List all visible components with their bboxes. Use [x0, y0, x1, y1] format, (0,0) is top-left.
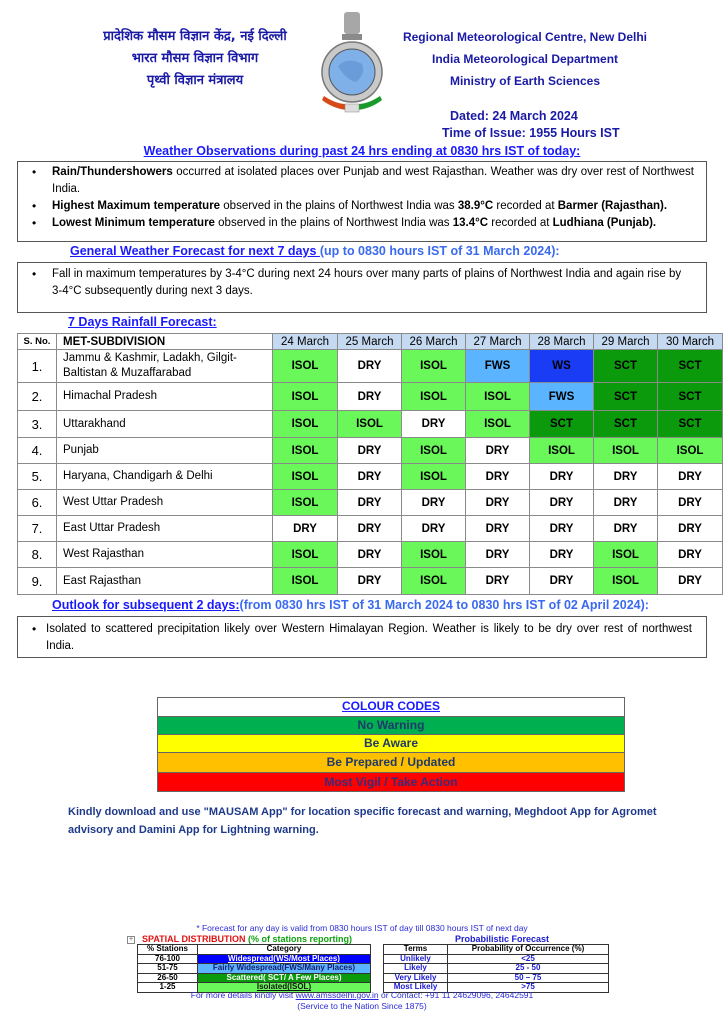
- forecast-cell: ISOL: [273, 383, 338, 411]
- header-date: 27 March: [466, 334, 530, 350]
- forecast-cell: DRY: [466, 490, 530, 516]
- forecast-cell: ISOL: [338, 411, 402, 438]
- header-date: 28 March: [530, 334, 594, 350]
- forecast-cell: ISOL: [402, 438, 466, 464]
- forecast-cell: DRY: [530, 542, 594, 568]
- forecast-cell: ISOL: [402, 464, 466, 490]
- forecast-cell: DRY: [273, 516, 338, 542]
- forecast-cell: DRY: [338, 383, 402, 411]
- outlook-item: • Isolated to scattered precipitation likely over Western Himalayan Region. Weather is likely to be dry over rest of northwest India.: [18, 621, 692, 655]
- forecast-cell: ISOL: [273, 350, 338, 383]
- hindi-title-line-2: भारत मौसम विज्ञान विभाग: [131, 51, 259, 66]
- forecast-cell: DRY: [466, 464, 530, 490]
- tagline: (Service to the Nation Since 1875): [297, 1001, 427, 1011]
- table-row: [18, 350, 723, 383]
- forecast-cell: DRY: [466, 516, 530, 542]
- general-forecast-title: General Weather Forecast for next 7 days (up to 0830 hours IST of 31 March 2024):: [70, 244, 560, 258]
- forecast-cell: DRY: [402, 490, 466, 516]
- table-row: [18, 438, 723, 464]
- row-subdivision: West Uttar Pradesh: [57, 490, 273, 516]
- forecast-cell: ISOL: [466, 411, 530, 438]
- row-subdivision: Uttarakhand: [57, 411, 273, 438]
- table-row: [18, 516, 723, 542]
- row-sno: 3.: [18, 411, 57, 438]
- forecast-cell: DRY: [530, 464, 594, 490]
- header-date: 26 March: [402, 334, 466, 350]
- forecast-cell: ISOL: [466, 383, 530, 411]
- header-date: 30 March: [658, 334, 723, 350]
- colour-code-be-prepared: Be Prepared / Updated: [158, 752, 624, 772]
- forecast-cell: DRY: [466, 542, 530, 568]
- table-row: [18, 464, 723, 490]
- forecast-cell: ISOL: [273, 542, 338, 568]
- table-row: [18, 411, 723, 438]
- forecast-cell: ISOL: [402, 383, 466, 411]
- forecast-cell: SCT: [594, 411, 658, 438]
- english-title-line-2: India Meteorological Department: [431, 52, 619, 66]
- forecast-cell: SCT: [530, 411, 594, 438]
- observation-item-min-temp: • Lowest Minimum temperature observed in the plains of Northwest India was 13.4°C recorded at Ludhiana (Punjab).: [18, 215, 694, 232]
- forecast-cell: DRY: [658, 464, 723, 490]
- english-title-line-1: Regional Meteorological Centre, New Delhi: [402, 30, 648, 44]
- row-sno: 9.: [18, 568, 57, 595]
- forecast-cell: WS: [530, 350, 594, 383]
- table-header-row: [18, 334, 723, 350]
- colour-code-be-aware: Be Aware: [158, 734, 624, 752]
- general-forecast-box: [17, 262, 707, 313]
- observation-item-max-temp: • Highest Maximum temperature observed in the plains of Northwest India was 38.9°C recorded at Barmer (Rajasthan).: [18, 198, 694, 215]
- observation-item-rain: • Rain/Thundershowers occurred at isolated places over Punjab and west Rajasthan. Weather was dry over rest of Northwest India.: [18, 164, 694, 198]
- forecast-cell: ISOL: [273, 411, 338, 438]
- forecast-cell: DRY: [402, 411, 466, 438]
- forecast-cell: FWS: [530, 383, 594, 411]
- row-sno: 5.: [18, 464, 57, 490]
- colour-codes-legend: [157, 697, 625, 792]
- forecast-cell: ISOL: [594, 438, 658, 464]
- validity-note: * Forecast for any day is valid from 0830 hours IST of day till 0830 hours IST of next day: [196, 923, 528, 933]
- row-subdivision: West Rajasthan: [57, 542, 273, 568]
- hindi-title-line-1: प्रादेशिक मौसम विज्ञान केंद्र, नई दिल्ली: [103, 29, 287, 44]
- spatial-distribution-table: % Stations Category 76-100 Widespread(WS/Most Places) 51-75 Fairly Widespread(FWS/Many Places) 26-50 Scattered( SCT/ A Few Places) 1-25 Isolated(ISOL): [137, 944, 371, 993]
- forecast-cell: FWS: [466, 350, 530, 383]
- forecast-cell: DRY: [530, 568, 594, 595]
- forecast-cell: ISOL: [273, 438, 338, 464]
- colour-code-most-vigil: Most Vigil / Take Action: [158, 772, 624, 791]
- forecast-cell: DRY: [338, 438, 402, 464]
- header-date: 29 March: [594, 334, 658, 350]
- forecast-cell: SCT: [658, 383, 723, 411]
- colour-code-no-warning: No Warning: [158, 716, 624, 734]
- general-forecast-item: • Fall in maximum temperatures by 3-4°C during next 24 hours over many parts of plains of Northwest India and again rise by 3-4°C subsequently during next 3 days.: [18, 266, 686, 300]
- forecast-cell: DRY: [658, 568, 723, 595]
- table-row: [18, 383, 723, 411]
- imd-emblem-icon: [318, 8, 386, 118]
- row-sno: 8.: [18, 542, 57, 568]
- forecast-cell: SCT: [594, 383, 658, 411]
- forecast-cell: DRY: [338, 542, 402, 568]
- probabilistic-forecast-title: Probabilistic Forecast: [455, 934, 550, 944]
- observations-box: [17, 161, 707, 242]
- observations-title: [0, 144, 724, 158]
- english-title-line-3: Ministry of Earth Sciences: [449, 74, 601, 88]
- forecast-cell: SCT: [658, 350, 723, 383]
- forecast-cell: ISOL: [594, 542, 658, 568]
- forecast-cell: DRY: [594, 464, 658, 490]
- app-download-note: Kindly download and use "MAUSAM App" for location specific forecast and warning, Meghdoot App for Agromet advisory and Damini App for Lightning warning.: [68, 806, 657, 836]
- header-subdivision: MET-SUBDIVISION: [57, 334, 273, 350]
- table-row: [18, 490, 723, 516]
- header-date: 24 March: [273, 334, 338, 350]
- forecast-cell: DRY: [594, 490, 658, 516]
- header-sno: S. No.: [18, 334, 57, 350]
- row-subdivision: Himachal Pradesh: [57, 383, 273, 411]
- forecast-cell: DRY: [466, 568, 530, 595]
- forecast-cell: DRY: [402, 516, 466, 542]
- forecast-cell: DRY: [466, 438, 530, 464]
- forecast-cell: DRY: [530, 490, 594, 516]
- hindi-title-line-3: पृथ्वी विज्ञान मंत्रालय: [146, 73, 244, 88]
- outlook-title: Outlook for subsequent 2 days:(from 0830 hrs IST of 31 March 2024 to 0830 hrs IST of 02 April 2024):: [52, 598, 649, 612]
- forecast-cell: SCT: [658, 411, 723, 438]
- issue-date: Dated: 24 March 2024: [450, 109, 578, 123]
- forecast-cell: ISOL: [402, 350, 466, 383]
- forecast-cell: DRY: [338, 490, 402, 516]
- row-sno: 7.: [18, 516, 57, 542]
- row-sno: 6.: [18, 490, 57, 516]
- forecast-cell: ISOL: [273, 490, 338, 516]
- forecast-cell: ISOL: [530, 438, 594, 464]
- contact-line: For more details kindly visit www.amssdelhi.gov.in or Contact: +91 11 24629096, 24642591: [190, 990, 534, 1000]
- row-subdivision: Punjab: [57, 438, 273, 464]
- forecast-cell: ISOL: [402, 542, 466, 568]
- forecast-cell: ISOL: [273, 464, 338, 490]
- forecast-cell: DRY: [658, 516, 723, 542]
- table-row: [18, 568, 723, 595]
- rainfall-title: 7 Days Rainfall Forecast:: [68, 315, 217, 329]
- forecast-cell: ISOL: [402, 568, 466, 595]
- outlook-box: [17, 616, 707, 658]
- row-subdivision: Jammu & Kashmir, Ladakh, Gilgit-Baltistan & Muzaffarabad: [57, 350, 273, 383]
- forecast-cell: ISOL: [594, 568, 658, 595]
- website-link[interactable]: www.amssdelhi.gov.in: [295, 990, 379, 1000]
- forecast-cell: DRY: [338, 568, 402, 595]
- forecast-cell: DRY: [338, 464, 402, 490]
- colour-codes-title: COLOUR CODES: [158, 698, 624, 716]
- row-subdivision: Haryana, Chandigarh & Delhi: [57, 464, 273, 490]
- forecast-cell: DRY: [338, 516, 402, 542]
- observations-title-text: Weather Observations during past 24 hrs ending at 0830 hrs IST of today:: [143, 144, 581, 158]
- forecast-cell: ISOL: [658, 438, 723, 464]
- forecast-cell: ISOL: [273, 568, 338, 595]
- forecast-cell: DRY: [658, 542, 723, 568]
- row-subdivision: East Rajasthan: [57, 568, 273, 595]
- row-sno: 2.: [18, 383, 57, 411]
- issue-time: Time of Issue: 1955 Hours IST: [442, 126, 620, 140]
- expand-icon[interactable]: +: [128, 936, 134, 943]
- row-sno: 4.: [18, 438, 57, 464]
- forecast-cell: DRY: [530, 516, 594, 542]
- rainfall-forecast-table: [17, 333, 723, 595]
- header-date: 25 March: [338, 334, 402, 350]
- row-sno: 1.: [18, 350, 57, 383]
- forecast-cell: SCT: [594, 350, 658, 383]
- table-row: [18, 542, 723, 568]
- forecast-cell: DRY: [594, 516, 658, 542]
- row-subdivision: East Uttar Pradesh: [57, 516, 273, 542]
- forecast-cell: DRY: [338, 350, 402, 383]
- spatial-distribution-title: SPATIAL DISTRIBUTION (% of stations reporting): [142, 934, 353, 944]
- forecast-cell: DRY: [658, 490, 723, 516]
- probabilistic-forecast-table: Terms Probability of Occurrence (%) Unlikely <25 Likely 25 - 50 Very Likely 50 – 75 Most Likely >75: [383, 944, 609, 993]
